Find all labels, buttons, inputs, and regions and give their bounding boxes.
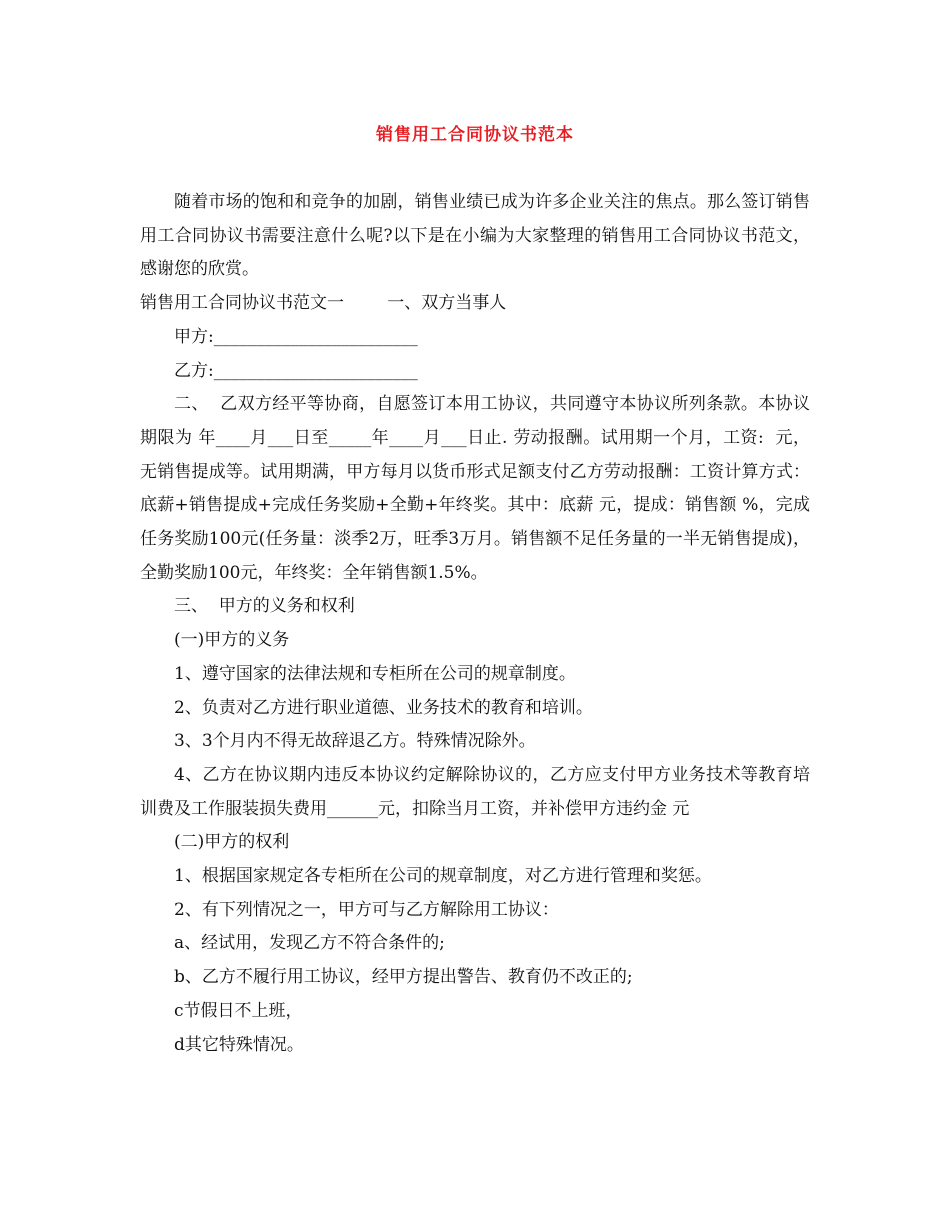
paragraph: 三、 甲方的义务和权利 [174, 596, 355, 617]
document-title: 销售用工合同协议书范本 [376, 125, 574, 145]
paragraph: 2、负责对乙方进行职业道德、业务技术的教育和培训。 [174, 697, 593, 718]
paragraph: 销售用工合同协议书范文一 一、双方当事人 [140, 293, 507, 314]
paragraph: (一)甲方的义务 [174, 630, 290, 651]
paragraph: 1、遵守国家的法律法规和专柜所在公司的规章制度。 [174, 663, 576, 684]
paragraph: 乙方:________________________ [174, 360, 418, 381]
paragraph: b、乙方不履行用工协议，经甲方提出警告、教育仍不改正的; [174, 967, 633, 988]
paragraph: d其它特殊情况。 [174, 1034, 304, 1055]
paragraph: 4、乙方在协议期内违反本协议约定解除协议的，乙方应支付甲方业务技术等教育培训费及工作服装损失费用______元，扣除当月工资，并补偿甲方违约金 元 [140, 764, 810, 819]
paragraph: 随着市场的饱和和竞争的加剧，销售业绩已成为许多企业关注的焦点。那么签订销售用工合同协议书需要注意什么呢?以下是在小编为大家整理的销售用工合同协议书范文，感谢您的欣赏。 [140, 192, 810, 280]
paragraph: 2、有下列情况之一，甲方可与乙方解除用工协议： [174, 899, 559, 920]
paragraph: c节假日不上班， [174, 1000, 303, 1021]
paragraph: 3、3个月内不得无故辞退乙方。特殊情况除外。 [174, 731, 536, 752]
document-body [140, 186, 810, 1062]
paragraph: (二)甲方的权利 [174, 832, 290, 853]
paragraph: 甲方:________________________ [174, 326, 418, 347]
paragraph: a、经试用，发现乙方不符合条件的; [174, 933, 445, 954]
paragraph: 1、根据国家规定各专柜所在公司的规章制度，对乙方进行管理和奖惩。 [174, 866, 712, 887]
paragraph: 二、 乙双方经平等协商，自愿签订本用工协议，共同遵守本协议所列条款。本协议期限为 年____月___日至_____年____月___日止. 劳动报酬。试用期一个月，工资: 元，无销售提成等。试用期满，甲方每月以货币形式足额支付乙方劳动报酬：工资计算方式：底薪+销售提成+完成任务奖励+全勤+年终奖。其中：底薪 元，提成：销售额 %，完成任务奖励100元(任务量：淡季2万，旺季3万月。销售额不足任务量的一半无销售提成)，全勤奖励100元，年终奖：全年销售额1.5%。 [140, 394, 810, 583]
